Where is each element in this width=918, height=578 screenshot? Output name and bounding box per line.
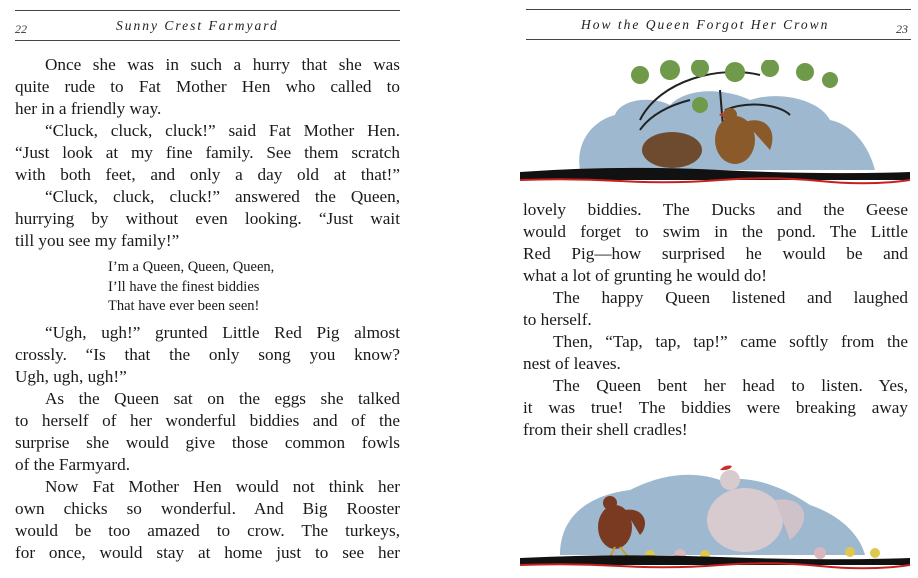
text-line: nest of leaves. — [523, 354, 621, 373]
verse-line: I’m a Queen, Queen, Queen, — [108, 259, 275, 275]
text-line: As the Queen sat on the eggs she talked — [45, 389, 400, 408]
text-line: of the Farmyard. — [15, 455, 131, 474]
text-line: Ugh, ugh, ugh!” — [15, 367, 127, 386]
text-line: Red Pig—how surprised he would be and — [523, 244, 908, 263]
right-page — [460, 0, 918, 578]
running-head: How the Queen Forgot Her Crown — [581, 17, 830, 32]
text-line: own chicks so wonderful. And Big Rooster — [15, 499, 400, 518]
page-number: 23 — [896, 22, 908, 36]
text-block-1 — [15, 54, 400, 252]
verse-line: I’ll have the finest biddies — [108, 278, 260, 295]
text-line: quite rude to Fat Mother Hen who called to — [15, 77, 400, 96]
text-block — [523, 199, 908, 441]
text-line: would be too amazed to crow. The turkeys, — [15, 521, 400, 540]
text-line: The happy Queen listened and laughed — [553, 288, 908, 307]
text-line: from their shell cradles! — [523, 420, 688, 439]
page-number: 22 — [15, 22, 27, 36]
text-line: it was true! The biddies were breaking away — [523, 398, 908, 417]
text-line: “Cluck, cluck, cluck!” answered the Queen, — [45, 187, 400, 206]
text-line: The Queen bent her head to listen. Yes, — [553, 376, 908, 395]
text-block-2 — [15, 322, 400, 564]
header-rule-top — [526, 9, 911, 10]
header-rule-top — [15, 10, 400, 11]
illustration-hens-and-chicks — [520, 455, 910, 570]
text-line: hurrying by without even looking. “Just wait — [15, 209, 400, 228]
text-line: “Just look at my fine family. See them scratch — [15, 143, 400, 162]
text-line: to herself of her wonderful biddies and of the — [15, 411, 400, 430]
text-line: Once she was in such a hurry that she was — [45, 55, 400, 74]
header-rule-bottom — [15, 40, 400, 41]
text-line: “Ugh, ugh!” grunted Little Red Pig almost — [45, 323, 400, 342]
text-line: lovely biddies. The Ducks and the Geese — [523, 200, 908, 219]
text-line: till you see my family!” — [15, 231, 180, 250]
text-line: her in a friendly way. — [15, 99, 162, 118]
text-line: would forget to swim in the pond. The Little — [523, 222, 908, 241]
text-line: surprise she would give those common fowls — [15, 433, 400, 452]
header-rule-bottom — [526, 39, 911, 40]
text-line: for once, would stay at home just to see her — [15, 543, 400, 562]
text-line: Now Fat Mother Hen would not think her — [45, 477, 400, 496]
text-line: Then, “Tap, tap, tap!” came softly from the — [553, 332, 908, 351]
text-line: “Cluck, cluck, cluck!” said Fat Mother Hen. — [45, 121, 400, 140]
running-head: Sunny Crest Farmyard — [116, 18, 279, 33]
text-line: with both feet, and only a day old at that!” — [15, 165, 400, 184]
text-line: what a lot of grunting he would do! — [523, 266, 767, 285]
verse — [108, 258, 274, 317]
text-line: crossly. “Is that the only song you know? — [15, 345, 400, 364]
verse-line: That have ever been seen! — [108, 298, 260, 314]
illustration-hen-and-pig — [520, 60, 910, 185]
text-line: to herself. — [523, 310, 592, 329]
